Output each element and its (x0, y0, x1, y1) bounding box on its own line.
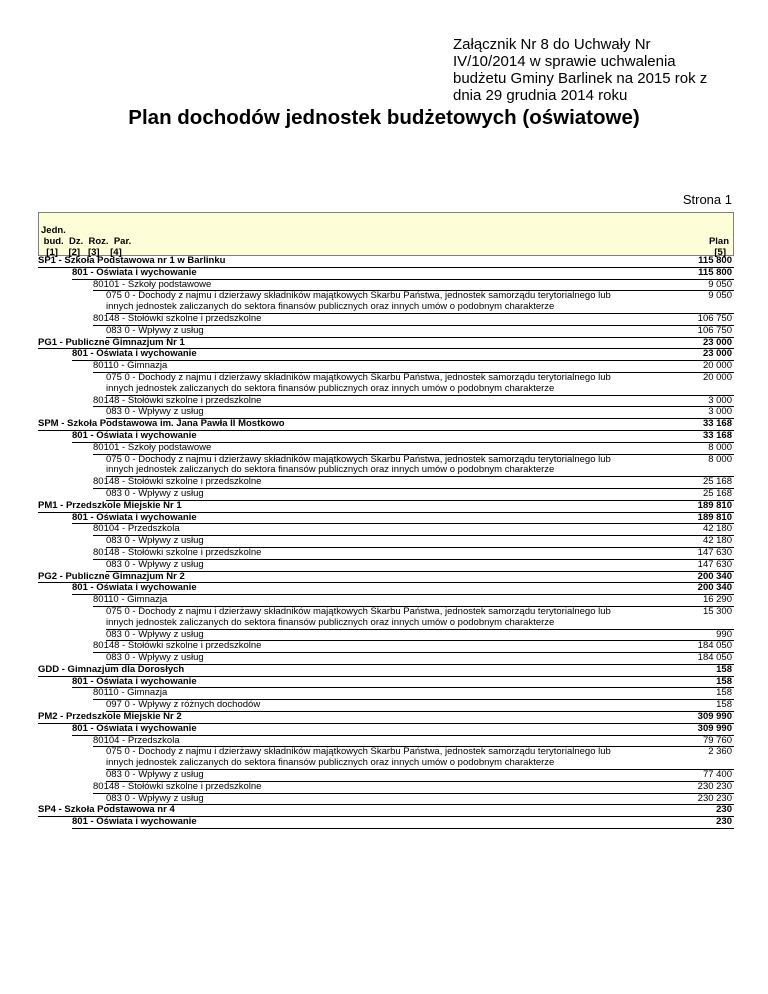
row-description: 801 - Oświata i wychowanie (72, 675, 197, 687)
row-description: 80101 - Szkoły podstawowe (93, 278, 212, 290)
row-amount: 106 750 (697, 312, 732, 324)
row-amount: 23 000 (702, 348, 732, 360)
row-description: 80148 - Stołówki szkolne i przedszkolne (93, 780, 262, 792)
row-description: 801 - Oświata i wychowanie (72, 511, 197, 523)
row-description: 083 0 - Wpływy z usług (106, 652, 204, 664)
row-amount: 15 300 (702, 605, 732, 617)
row-description: SPM - Szkoła Podstawowa im. Jana Pawła II Mostkowo (38, 418, 285, 430)
row-amount: 106 750 (697, 324, 732, 336)
row-description: 80110 - Gimnazja (93, 687, 168, 699)
row-description: 083 0 - Wpływy z usług (106, 324, 204, 336)
row-amount: 158 (716, 675, 732, 687)
row-amount: 309 990 (697, 711, 732, 723)
row-amount: 309 990 (697, 722, 732, 734)
table-row (106, 794, 734, 806)
table-row (106, 291, 734, 314)
row-amount: 20 000 (702, 371, 732, 383)
table-row (106, 607, 734, 630)
table-row (106, 560, 734, 572)
row-description: 80148 - Stołówki szkolne i przedszkolne (93, 394, 262, 406)
row-amount: 9 050 (708, 278, 732, 290)
row-description: 075 0 - Dochody z najmu i dzierżawy składników majątkowych Skarbu Państwa, jednostek samorządu terytorialnego lub innych jednostek zaliczanych do sektora finansów publicznych oraz innych umów o podobnym charakterze (106, 746, 611, 769)
table-row (72, 817, 734, 829)
row-amount: 42 180 (702, 523, 732, 535)
row-amount: 79 760 (702, 734, 732, 746)
row-amount: 158 (716, 663, 732, 675)
row-description: 083 0 - Wpływy z usług (106, 535, 204, 547)
row-description: 083 0 - Wpływy z usług (106, 487, 204, 499)
table-row (106, 653, 734, 665)
table-row (38, 665, 734, 677)
header-plan: Plan (708, 236, 729, 247)
table-row (106, 455, 734, 478)
row-amount: 990 (716, 628, 732, 640)
row-amount: 189 810 (697, 499, 732, 511)
header-columns: bud. Dz. Roz. Par. (41, 236, 132, 247)
row-description: 083 0 - Wpływy z usług (106, 628, 204, 640)
row-amount: 115 800 (698, 255, 732, 266)
page-number: Strona 1 (682, 192, 732, 207)
row-description: SP1 - Szkoła Podstawowa nr 1 w Barlinku (38, 255, 226, 266)
table-row (72, 724, 734, 736)
table-row (72, 431, 734, 443)
row-amount: 115 800 (698, 266, 732, 278)
row-description: 80104 - Przedszkola (93, 523, 180, 535)
row-description: 80148 - Stołówki szkolne i przedszkolne (93, 476, 262, 488)
table-row (93, 782, 734, 794)
row-amount: 147 630 (697, 558, 732, 570)
row-amount: 8 000 (708, 441, 732, 453)
row-description: 80110 - Gimnazja (93, 360, 168, 372)
row-amount: 8 000 (708, 453, 732, 465)
attachment-note: Załącznik Nr 8 do Uchwały Nr IV/10/2014 w sprawie uchwalenia budżetu Gminy Barlinek na 2015 rok z dnia 29 grudnia 2014 roku (453, 36, 708, 104)
row-amount: 9 050 (708, 290, 732, 302)
row-description: PG2 - Publiczne Gimnazjum Nr 2 (38, 570, 185, 582)
row-description: 083 0 - Wpływy z usług (106, 406, 204, 418)
row-description: 80110 - Gimnazja (93, 594, 168, 606)
row-amount: 230 230 (697, 792, 732, 804)
table-row (106, 700, 734, 712)
row-amount: 189 810 (697, 511, 732, 523)
row-description: 083 0 - Wpływy z usług (106, 792, 204, 804)
row-description: 801 - Oświata i wychowanie (72, 266, 197, 278)
row-description: 075 0 - Dochody z najmu i dzierżawy składników majątkowych Skarbu Państwa, jednostek samorządu terytorialnego lub innych jednostek zaliczanych do sektora finansów publicznych oraz innych umów o podobnym charakterze (106, 605, 611, 628)
row-amount: 184 050 (697, 652, 732, 664)
table-row (106, 373, 734, 396)
header-jedn: Jedn. (41, 225, 66, 236)
row-amount: 230 (716, 816, 732, 828)
row-description: 075 0 - Dochody z najmu i dzierżawy składników majątkowych Skarbu Państwa, jednostek samorządu terytorialnego lub innych jednostek zaliczanych do sektora finansów publicznych oraz innych umów o podobnym charakterze (106, 290, 611, 313)
row-amount: 42 180 (702, 535, 732, 547)
table-row (93, 314, 734, 326)
row-amount: 16 290 (702, 594, 732, 606)
row-amount: 33 168 (702, 429, 732, 441)
row-description: 083 0 - Wpływy z usług (106, 769, 204, 781)
row-amount: 147 630 (697, 546, 732, 558)
row-amount: 200 340 (697, 582, 732, 594)
row-description: 801 - Oświata i wychowanie (72, 348, 197, 360)
table-row (72, 349, 734, 361)
row-amount: 25 168 (702, 476, 732, 488)
document-title: Plan dochodów jednostek budżetowych (oświatowe) (128, 106, 640, 129)
row-amount: 20 000 (702, 360, 732, 372)
row-amount: 158 (716, 687, 732, 699)
table-row (106, 747, 734, 770)
row-amount: 230 230 (697, 780, 732, 792)
row-description: 801 - Oświata i wychowanie (72, 429, 197, 441)
table-row (38, 501, 734, 513)
row-amount: 33 168 (702, 418, 732, 430)
budget-table-body (38, 256, 734, 829)
table-row (106, 326, 734, 338)
row-description: 801 - Oświata i wychowanie (72, 582, 197, 594)
row-description: 80101 - Szkoły podstawowe (93, 441, 212, 453)
row-description: 80104 - Przedszkola (93, 734, 180, 746)
row-description: PG1 - Publiczne Gimnazjum Nr 1 (38, 336, 185, 348)
row-amount: 184 050 (697, 640, 732, 652)
row-description: 80148 - Stołówki szkolne i przedszkolne (93, 312, 262, 324)
row-amount: 230 (716, 804, 732, 816)
table-row (72, 583, 734, 595)
header-column-numbers: [1] [2] [3] [4] (41, 247, 122, 258)
row-description: 80148 - Stołówki szkolne i przedszkolne (93, 640, 262, 652)
row-description: PM1 - Przedszkole Miejskie Nr 1 (38, 499, 182, 511)
row-amount: 2 360 (708, 746, 732, 758)
row-description: 097 0 - Wpływy z różnych dochodów (106, 699, 261, 711)
table-header (38, 212, 734, 256)
row-amount: 158 (716, 699, 732, 711)
row-description: 80148 - Stołówki szkolne i przedszkolne (93, 546, 262, 558)
row-amount: 23 000 (702, 336, 732, 348)
row-description: 083 0 - Wpływy z usług (106, 558, 204, 570)
table-row (72, 268, 734, 280)
row-description: 801 - Oświata i wychowanie (72, 722, 197, 734)
table-row (106, 489, 734, 501)
row-amount: 3 000 (708, 394, 732, 406)
table-row (93, 548, 734, 560)
row-amount: 200 340 (697, 570, 732, 582)
row-description: GDD - Gimnazjum dla Dorosłych (38, 663, 185, 675)
header-plan-number: [5] (714, 247, 726, 258)
table-row (93, 443, 734, 455)
row-amount: 77 400 (702, 769, 732, 781)
row-amount: 3 000 (708, 406, 732, 418)
row-description: 075 0 - Dochody z najmu i dzierżawy składników majątkowych Skarbu Państwa, jednostek samorządu terytorialnego lub innych jednostek zaliczanych do sektora finansów publicznych oraz innych umów o podobnym charakterze (106, 371, 611, 394)
row-description: PM2 - Przedszkole Miejskie Nr 2 (38, 711, 182, 723)
row-amount: 25 168 (702, 487, 732, 499)
table-row (72, 677, 734, 689)
row-description: SP4 - Szkoła Podstawowa nr 4 (38, 804, 175, 816)
row-description: 801 - Oświata i wychowanie (72, 816, 197, 828)
row-description: 075 0 - Dochody z najmu i dzierżawy składników majątkowych Skarbu Państwa, jednostek samorządu terytorialnego lub innych jednostek zaliczanych do sektora finansów publicznych oraz innych umów o podobnym charakterze (106, 453, 611, 476)
